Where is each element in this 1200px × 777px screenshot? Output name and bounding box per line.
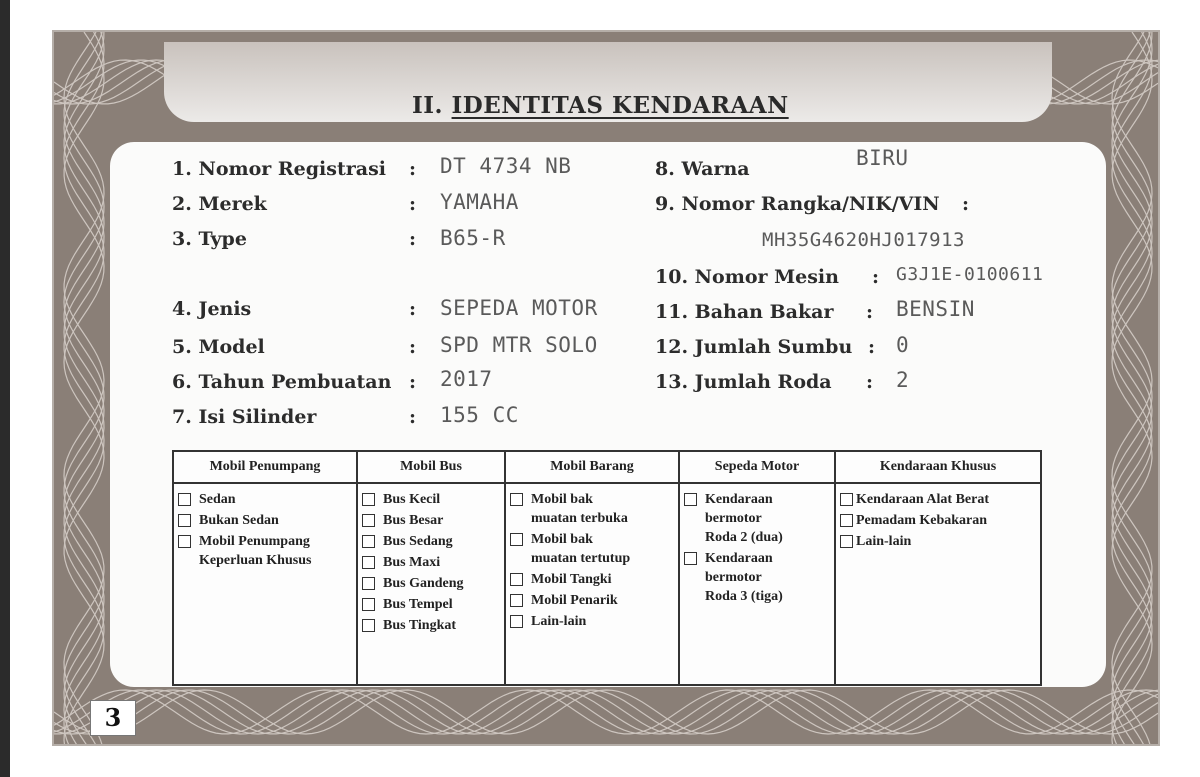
- header-kendaraan-khusus: Kendaraan Khusus: [835, 451, 1041, 483]
- label-model: 5. Model: [172, 336, 265, 358]
- checkbox[interactable]: [840, 493, 853, 506]
- list-item[interactable]: Pemadam Kebakaran: [840, 511, 1036, 530]
- label-tahun-pembuatan: 6. Tahun Pembuatan: [172, 371, 392, 393]
- list-item[interactable]: Bus Sedang: [362, 532, 500, 551]
- section-title: II. IDENTITAS KENDARAAN: [412, 92, 789, 119]
- column-mobil-barang: [505, 483, 679, 685]
- colon: :: [409, 371, 417, 393]
- value-model: SPD MTR SOLO: [440, 333, 598, 357]
- column-mobil-penumpang: [173, 483, 357, 685]
- colon: :: [409, 336, 417, 358]
- value-nomor-mesin: G3J1E-0100611: [896, 264, 1044, 285]
- header-sepeda-motor: Sepeda Motor: [679, 451, 835, 483]
- checkbox[interactable]: [178, 535, 191, 548]
- list-item[interactable]: Sedan: [178, 490, 352, 509]
- checkbox[interactable]: [362, 556, 375, 569]
- left-edge-bar: [0, 0, 10, 777]
- label-jumlah-sumbu: 12. Jumlah Sumbu: [655, 336, 853, 358]
- checkbox[interactable]: [510, 573, 523, 586]
- colon: :: [866, 371, 874, 393]
- label-warna: 8. Warna: [655, 158, 750, 180]
- colon: :: [962, 193, 970, 215]
- colon: :: [409, 158, 417, 180]
- list-item[interactable]: Lain-lain: [510, 612, 674, 631]
- colon: :: [866, 301, 874, 323]
- value-bahan-bakar: BENSIN: [896, 297, 975, 321]
- list-item[interactable]: Bus Tingkat: [362, 616, 500, 635]
- value-nomor-rangka: MH35G4620HJ017913: [762, 229, 965, 251]
- value-nomor-registrasi: DT 4734 NB: [440, 154, 572, 178]
- list-item[interactable]: Mobil bak muatan terbuka: [510, 490, 674, 528]
- value-jumlah-roda: 2: [896, 368, 910, 392]
- label-isi-silinder: 7. Isi Silinder: [172, 406, 317, 428]
- checkbox[interactable]: [362, 619, 375, 632]
- colon: :: [872, 266, 880, 288]
- label-type: 3. Type: [172, 228, 247, 250]
- header-mobil-bus: Mobil Bus: [357, 451, 505, 483]
- list-item[interactable]: Bus Gandeng: [362, 574, 500, 593]
- checkbox[interactable]: [684, 493, 697, 506]
- list-item[interactable]: Mobil Penumpang Keperluan Khusus: [178, 532, 352, 570]
- column-sepeda-motor: [679, 483, 835, 685]
- value-type: B65-R: [440, 226, 506, 250]
- list-item[interactable]: Bus Kecil: [362, 490, 500, 509]
- list-item[interactable]: Bus Maxi: [362, 553, 500, 572]
- value-isi-silinder: 155 CC: [440, 403, 519, 427]
- value-jumlah-sumbu: 0: [896, 333, 910, 357]
- checkbox[interactable]: [510, 533, 523, 546]
- list-item[interactable]: Mobil Penarik: [510, 591, 674, 610]
- header-mobil-barang: Mobil Barang: [505, 451, 679, 483]
- value-merek: YAMAHA: [440, 190, 519, 214]
- list-item[interactable]: Kendaraan Alat Berat: [840, 490, 1036, 509]
- label-nomor-registrasi: 1. Nomor Registrasi: [172, 158, 386, 180]
- label-bahan-bakar: 11. Bahan Bakar: [655, 301, 834, 323]
- checkbox[interactable]: [840, 514, 853, 527]
- checkbox[interactable]: [362, 493, 375, 506]
- list-item[interactable]: Kendaraan bermotor Roda 2 (dua): [684, 490, 830, 547]
- label-nomor-mesin: 10. Nomor Mesin: [655, 266, 839, 288]
- label-nomor-rangka: 9. Nomor Rangka/NIK/VIN: [655, 193, 940, 215]
- colon: :: [409, 193, 417, 215]
- checkbox[interactable]: [362, 535, 375, 548]
- value-jenis: SEPEDA MOTOR: [440, 296, 598, 320]
- list-item[interactable]: Bus Besar: [362, 511, 500, 530]
- label-jenis: 4. Jenis: [172, 298, 252, 320]
- list-item[interactable]: Mobil bak muatan tertutup: [510, 530, 674, 568]
- checkbox[interactable]: [178, 514, 191, 527]
- list-item[interactable]: Kendaraan bermotor Roda 3 (tiga): [684, 549, 830, 606]
- label-jumlah-roda: 13. Jumlah Roda: [655, 371, 832, 393]
- column-kendaraan-khusus: [835, 483, 1041, 685]
- list-item[interactable]: Lain-lain: [840, 532, 1036, 551]
- label-merek: 2. Merek: [172, 193, 267, 215]
- value-warna: BIRU: [856, 146, 909, 170]
- vehicle-type-table: [172, 450, 1042, 686]
- checkbox[interactable]: [840, 535, 853, 548]
- list-item[interactable]: Bukan Sedan: [178, 511, 352, 530]
- header-mobil-penumpang: Mobil Penumpang: [173, 451, 357, 483]
- colon: :: [409, 228, 417, 250]
- column-mobil-bus: [357, 483, 505, 685]
- checkbox[interactable]: [510, 594, 523, 607]
- colon: :: [409, 298, 417, 320]
- list-item[interactable]: Bus Tempel: [362, 595, 500, 614]
- colon: :: [409, 406, 417, 428]
- checkbox[interactable]: [362, 514, 375, 527]
- checkbox[interactable]: [684, 552, 697, 565]
- list-item[interactable]: Mobil Tangki: [510, 570, 674, 589]
- colon: :: [868, 336, 876, 358]
- checkbox[interactable]: [510, 493, 523, 506]
- checkbox[interactable]: [362, 577, 375, 590]
- checkbox[interactable]: [510, 615, 523, 628]
- page-number: 3: [90, 700, 136, 736]
- value-tahun-pembuatan: 2017: [440, 367, 493, 391]
- checkbox[interactable]: [362, 598, 375, 611]
- checkbox[interactable]: [178, 493, 191, 506]
